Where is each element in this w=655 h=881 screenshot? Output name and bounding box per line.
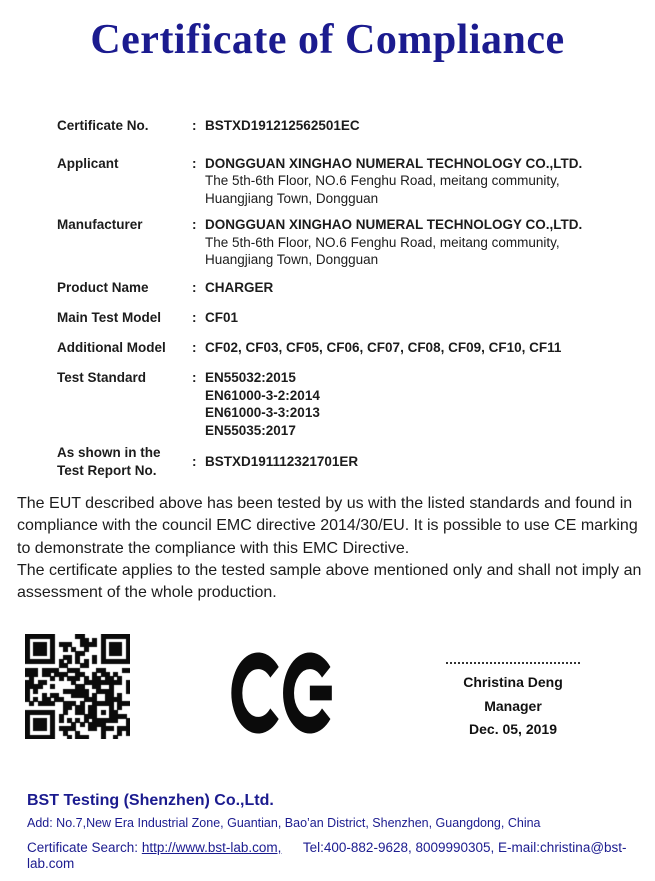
signature-block	[430, 662, 596, 742]
info-row	[57, 444, 602, 479]
field-label: Main Test Model	[57, 310, 162, 325]
field-label: Product Name	[57, 279, 149, 295]
field-colon: :	[192, 217, 197, 232]
certificate-search-label: Certificate Search:	[27, 840, 139, 855]
signatory-name: Christina Deng	[463, 674, 563, 690]
field-colon: :	[192, 339, 197, 355]
info-table	[57, 112, 602, 479]
compliance-statement	[17, 493, 642, 604]
signatory-role: Manager	[484, 697, 542, 714]
certificate-title: Certificate of Compliance	[90, 17, 565, 63]
field-value: BSTXD191112321701ER	[205, 453, 359, 469]
info-row	[57, 155, 602, 208]
field-value: EN55032:2015 EN61000-3-2:2014 EN61000-3-3:2013 EN55035:2017	[205, 370, 320, 438]
footer-contact-info: Tel:400-882-9628, 8009990305, E-mail:christina@bst-lab.com	[27, 840, 627, 871]
info-row	[57, 369, 602, 439]
field-label: Additional Model	[57, 339, 166, 355]
info-row	[57, 279, 602, 297]
info-row	[57, 216, 602, 269]
qr-code-icon	[25, 634, 130, 739]
field-colon: :	[192, 453, 197, 469]
field-label: Certificate No.	[57, 118, 149, 133]
footer-contact-line	[27, 840, 642, 872]
statement-paragraph: The EUT described above has been tested by us with the listed standards and found in compliance with the council EMC directive 2014/30/EU. It is possible to use CE marking to demonstrate the compliance with this EMC Directive.	[17, 495, 638, 557]
signature-dotted-line	[446, 662, 580, 664]
info-row	[57, 309, 602, 327]
statement-paragraph: The certificate applies to the tested sample above mentioned only and shall not imply an assessment of the whole production.	[17, 561, 642, 602]
field-colon: :	[192, 370, 197, 385]
footer	[27, 791, 642, 872]
info-row	[57, 339, 602, 357]
field-label: Applicant	[57, 155, 119, 171]
field-colon: :	[192, 155, 197, 171]
issuer-company-name: BST Testing (Shenzhen) Co.,Ltd.	[27, 792, 274, 809]
field-value: CHARGER	[205, 279, 274, 295]
signature-date: Dec. 05, 2019	[469, 721, 557, 737]
info-row	[57, 117, 602, 135]
field-value: DONGGUAN XINGHAO NUMERAL TECHNOLOGY CO.,LTD. The 5th-6th Floor, NO.6 Fenghu Road, meitang community, Huangjiang Town, Dongguan	[205, 155, 583, 206]
field-label: Manufacturer	[57, 217, 143, 232]
certificate-search-link[interactable]: http://www.bst-lab.com,	[141, 840, 282, 855]
issuer-address: Add: No.7,New Era Industrial Zone, Guantian, Bao’an District, Shenzhen, Guangdong, China	[27, 816, 541, 830]
field-label: Test Standard	[57, 370, 147, 385]
ce-mark-icon	[231, 652, 337, 734]
field-value: BSTXD191212562501EC	[205, 118, 360, 133]
field-value: CF02, CF03, CF05, CF06, CF07, CF08, CF09, CF10, CF11	[205, 339, 562, 355]
field-colon: :	[192, 310, 197, 325]
field-value: CF01	[205, 310, 239, 325]
field-value: DONGGUAN XINGHAO NUMERAL TECHNOLOGY CO.,LTD. The 5th-6th Floor, NO.6 Fenghu Road, meitang community, Huangjiang Town, Dongguan	[205, 217, 583, 267]
field-colon: :	[192, 118, 197, 133]
field-colon: :	[192, 279, 197, 295]
field-label: As shown in the Test Report No.	[57, 445, 161, 478]
